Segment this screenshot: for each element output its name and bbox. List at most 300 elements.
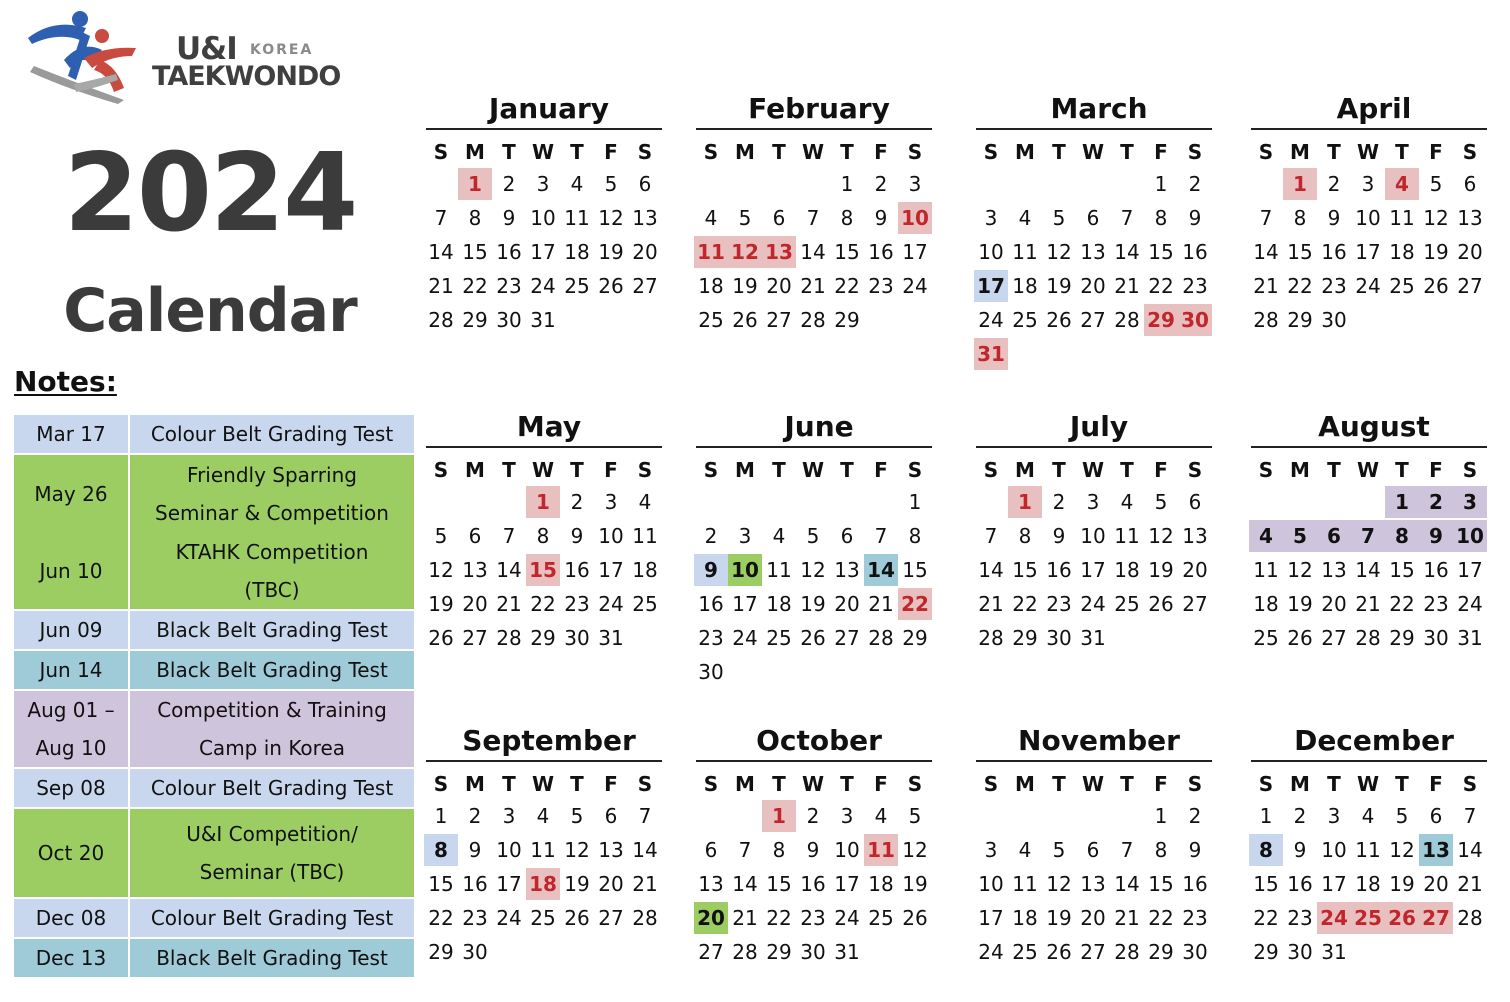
weekday-header: S bbox=[1187, 772, 1203, 796]
day-cell: 13 bbox=[762, 236, 796, 268]
day-cell: 10 bbox=[1321, 838, 1347, 862]
day-cell: 21 bbox=[800, 274, 826, 298]
weekday-header: T bbox=[1052, 458, 1066, 482]
day-cell: 15 bbox=[526, 554, 560, 586]
day-cell: 30 bbox=[1423, 626, 1449, 650]
day-cell: 4 bbox=[570, 172, 584, 196]
day-cell: 1 bbox=[1385, 486, 1419, 518]
day-cell: 3 bbox=[840, 804, 854, 828]
weekday-header: M bbox=[465, 458, 485, 482]
day-cell: 7 bbox=[1351, 520, 1385, 552]
note-event: Colour Belt Grading Test bbox=[130, 769, 414, 807]
weekday-header: M bbox=[1290, 458, 1310, 482]
note-row bbox=[14, 899, 416, 937]
day-cell: 14 bbox=[496, 558, 522, 582]
day-cell: 29 bbox=[902, 626, 928, 650]
brand-logo bbox=[24, 10, 341, 105]
note-event: Colour Belt Grading Test bbox=[130, 415, 414, 453]
month-august bbox=[1249, 408, 1499, 650]
day-cell: 1 bbox=[1259, 804, 1273, 828]
day-cell: 20 bbox=[1080, 274, 1106, 298]
brand-line1: U&I bbox=[176, 31, 237, 67]
day-cell: 3 bbox=[1453, 486, 1487, 518]
weekday-header: S bbox=[703, 140, 719, 164]
month-divider bbox=[976, 128, 1212, 130]
day-cell: 18 bbox=[1389, 240, 1415, 264]
day-cell: 12 bbox=[1046, 872, 1072, 896]
weekday-header: W bbox=[1356, 140, 1380, 164]
day-cell: 12 bbox=[728, 236, 762, 268]
day-cell: 15 bbox=[1012, 558, 1038, 582]
day-cell: 25 bbox=[698, 308, 724, 332]
day-cell: 17 bbox=[1355, 240, 1381, 264]
day-cell: 20 bbox=[1423, 872, 1449, 896]
day-cell: 15 bbox=[462, 240, 488, 264]
day-cell: 30 bbox=[1046, 626, 1072, 650]
day-cell: 4 bbox=[1249, 520, 1283, 552]
day-cell: 2 bbox=[570, 490, 584, 514]
day-cell: 10 bbox=[598, 524, 624, 548]
day-cell: 10 bbox=[834, 838, 860, 862]
note-row bbox=[14, 533, 416, 609]
brand-line2: TAEKWONDO bbox=[152, 61, 341, 92]
note-event: Friendly Sparring Seminar & Competition bbox=[130, 455, 414, 533]
weekday-header: T bbox=[840, 772, 854, 796]
weekday-header: S bbox=[1258, 140, 1274, 164]
day-cell: 16 bbox=[1321, 240, 1347, 264]
weekday-header: W bbox=[1081, 140, 1105, 164]
day-cell: 7 bbox=[1120, 838, 1134, 862]
day-cell: 24 bbox=[496, 906, 522, 930]
month-title: August bbox=[1318, 410, 1430, 443]
day-cell: 10 bbox=[530, 206, 556, 230]
weekday-header: F bbox=[1154, 140, 1168, 164]
month-july bbox=[974, 408, 1224, 650]
day-cell: 26 bbox=[1385, 902, 1419, 934]
note-row bbox=[14, 611, 416, 649]
day-cell: 31 bbox=[1080, 626, 1106, 650]
day-cell: 16 bbox=[1287, 872, 1313, 896]
day-cell: 25 bbox=[1389, 274, 1415, 298]
day-cell: 27 bbox=[698, 940, 724, 964]
day-cell: 6 bbox=[704, 838, 718, 862]
weekday-header: S bbox=[1462, 772, 1478, 796]
weekday-header: W bbox=[531, 140, 555, 164]
day-cell: 5 bbox=[738, 206, 752, 230]
day-cell: 2 bbox=[1293, 804, 1307, 828]
day-cell: 28 bbox=[1114, 940, 1140, 964]
day-cell: 11 bbox=[694, 236, 728, 268]
day-cell: 10 bbox=[978, 872, 1004, 896]
day-cell: 25 bbox=[632, 592, 658, 616]
weekday-header: T bbox=[772, 140, 786, 164]
day-cell: 28 bbox=[1114, 308, 1140, 332]
day-cell: 14 bbox=[978, 558, 1004, 582]
note-row bbox=[14, 809, 416, 897]
day-cell: 31 bbox=[974, 338, 1008, 370]
day-cell: 19 bbox=[1389, 872, 1415, 896]
day-cell: 5 bbox=[1154, 490, 1168, 514]
weekday-header: M bbox=[1290, 140, 1310, 164]
day-cell: 15 bbox=[1287, 240, 1313, 264]
month-divider bbox=[976, 446, 1212, 448]
day-cell: 18 bbox=[1253, 592, 1279, 616]
day-cell: 28 bbox=[1355, 626, 1381, 650]
day-cell: 16 bbox=[462, 872, 488, 896]
weekday-header: M bbox=[735, 140, 755, 164]
day-cell: 3 bbox=[604, 490, 618, 514]
day-cell: 8 bbox=[1293, 206, 1307, 230]
weekday-header: F bbox=[874, 140, 888, 164]
month-june bbox=[694, 408, 944, 684]
note-event: Black Belt Grading Test bbox=[130, 611, 414, 649]
note-row bbox=[14, 939, 416, 977]
day-cell: 13 bbox=[1080, 872, 1106, 896]
month-divider bbox=[1251, 446, 1487, 448]
day-cell: 23 bbox=[1321, 274, 1347, 298]
day-cell: 13 bbox=[1457, 206, 1483, 230]
taekwondo-kicker-icon bbox=[24, 10, 159, 105]
day-cell: 7 bbox=[434, 206, 448, 230]
day-cell: 11 bbox=[530, 838, 556, 862]
day-cell: 22 bbox=[766, 906, 792, 930]
day-cell: 24 bbox=[902, 274, 928, 298]
day-cell: 20 bbox=[598, 872, 624, 896]
day-cell: 12 bbox=[1389, 838, 1415, 862]
day-cell: 24 bbox=[978, 308, 1004, 332]
note-event: Black Belt Grading Test bbox=[130, 651, 414, 689]
day-cell: 30 bbox=[1287, 940, 1313, 964]
note-date: Jun 10 bbox=[14, 533, 128, 609]
day-cell: 12 bbox=[1046, 240, 1072, 264]
month-divider bbox=[426, 760, 662, 762]
day-cell: 15 bbox=[1148, 872, 1174, 896]
month-january bbox=[424, 90, 674, 332]
day-cell: 11 bbox=[1012, 240, 1038, 264]
day-cell: 9 bbox=[1419, 520, 1453, 552]
weekday-header: T bbox=[570, 458, 584, 482]
month-divider bbox=[696, 446, 932, 448]
day-cell: 17 bbox=[732, 592, 758, 616]
day-cell: 16 bbox=[1423, 558, 1449, 582]
day-cell: 29 bbox=[1287, 308, 1313, 332]
day-cell: 10 bbox=[898, 202, 932, 234]
day-cell: 11 bbox=[1253, 558, 1279, 582]
day-cell: 14 bbox=[1457, 838, 1483, 862]
month-title: January bbox=[488, 92, 610, 125]
weekday-header: S bbox=[1187, 458, 1203, 482]
day-cell: 27 bbox=[462, 626, 488, 650]
day-cell: 17 bbox=[1080, 558, 1106, 582]
day-cell: 20 bbox=[632, 240, 658, 264]
weekday-header: S bbox=[983, 772, 999, 796]
weekday-header: W bbox=[801, 140, 825, 164]
day-cell: 3 bbox=[502, 804, 516, 828]
day-cell: 28 bbox=[732, 940, 758, 964]
day-cell: 18 bbox=[698, 274, 724, 298]
day-cell: 17 bbox=[978, 906, 1004, 930]
weekday-header: T bbox=[772, 458, 786, 482]
day-cell: 5 bbox=[1395, 804, 1409, 828]
day-cell: 18 bbox=[766, 592, 792, 616]
day-cell: 26 bbox=[1148, 592, 1174, 616]
day-cell: 13 bbox=[632, 206, 658, 230]
day-cell: 12 bbox=[428, 558, 454, 582]
weekday-header: F bbox=[1429, 140, 1443, 164]
day-cell: 6 bbox=[1317, 520, 1351, 552]
day-cell: 4 bbox=[1018, 838, 1032, 862]
day-cell: 24 bbox=[1080, 592, 1106, 616]
day-cell: 25 bbox=[530, 906, 556, 930]
day-cell: 2 bbox=[1188, 804, 1202, 828]
day-cell: 22 bbox=[1389, 592, 1415, 616]
day-cell: 16 bbox=[800, 872, 826, 896]
note-row bbox=[14, 455, 416, 533]
day-cell: 26 bbox=[428, 626, 454, 650]
day-cell: 6 bbox=[1086, 838, 1100, 862]
day-cell: 14 bbox=[864, 554, 898, 586]
day-cell: 9 bbox=[1188, 838, 1202, 862]
day-cell: 30 bbox=[698, 660, 724, 684]
day-cell: 12 bbox=[1287, 558, 1313, 582]
month-december bbox=[1249, 722, 1499, 964]
weekday-header: F bbox=[604, 140, 618, 164]
day-cell: 6 bbox=[840, 524, 854, 548]
day-cell: 6 bbox=[1086, 206, 1100, 230]
day-cell: 9 bbox=[694, 554, 728, 586]
day-cell: 27 bbox=[1080, 940, 1106, 964]
day-cell: 7 bbox=[638, 804, 652, 828]
weekday-header: T bbox=[1120, 772, 1134, 796]
day-cell: 23 bbox=[800, 906, 826, 930]
day-cell: 16 bbox=[1182, 872, 1208, 896]
day-cell: 21 bbox=[632, 872, 658, 896]
day-cell: 20 bbox=[1457, 240, 1483, 264]
day-cell: 24 bbox=[834, 906, 860, 930]
day-cell: 29 bbox=[1148, 940, 1174, 964]
month-divider bbox=[426, 446, 662, 448]
day-cell: 17 bbox=[530, 240, 556, 264]
day-cell: 8 bbox=[1018, 524, 1032, 548]
day-cell: 5 bbox=[434, 524, 448, 548]
day-cell: 23 bbox=[698, 626, 724, 650]
day-cell: 9 bbox=[1293, 838, 1307, 862]
day-cell: 25 bbox=[1114, 592, 1140, 616]
day-cell: 24 bbox=[732, 626, 758, 650]
day-cell: 26 bbox=[1046, 308, 1072, 332]
day-cell: 21 bbox=[428, 274, 454, 298]
note-event: U&I Competition/ Seminar (TBC) bbox=[130, 809, 414, 897]
day-cell: 17 bbox=[834, 872, 860, 896]
note-date: Oct 20 bbox=[14, 809, 128, 897]
day-cell: 22 bbox=[462, 274, 488, 298]
weekday-header: S bbox=[907, 140, 923, 164]
day-cell: 6 bbox=[1463, 172, 1477, 196]
weekday-header: M bbox=[735, 458, 755, 482]
day-cell: 6 bbox=[638, 172, 652, 196]
day-cell: 5 bbox=[806, 524, 820, 548]
weekday-header: T bbox=[1327, 140, 1341, 164]
weekday-header: S bbox=[637, 458, 653, 482]
note-row bbox=[14, 415, 416, 453]
day-cell: 14 bbox=[800, 240, 826, 264]
weekday-header: T bbox=[1327, 772, 1341, 796]
day-cell: 15 bbox=[1389, 558, 1415, 582]
day-cell: 11 bbox=[864, 834, 898, 866]
day-cell: 24 bbox=[1355, 274, 1381, 298]
weekday-header: F bbox=[1154, 772, 1168, 796]
day-cell: 4 bbox=[1018, 206, 1032, 230]
weekday-header: F bbox=[1429, 772, 1443, 796]
day-cell: 27 bbox=[598, 906, 624, 930]
day-cell: 10 bbox=[1453, 520, 1487, 552]
day-cell: 31 bbox=[834, 940, 860, 964]
day-cell: 18 bbox=[564, 240, 590, 264]
day-cell: 30 bbox=[462, 940, 488, 964]
weekday-header: T bbox=[772, 772, 786, 796]
weekday-header: T bbox=[840, 458, 854, 482]
day-cell: 20 bbox=[462, 592, 488, 616]
day-cell: 4 bbox=[874, 804, 888, 828]
day-cell: 7 bbox=[738, 838, 752, 862]
brand-country: KOREA bbox=[250, 42, 314, 58]
day-cell: 7 bbox=[1463, 804, 1477, 828]
day-cell: 30 bbox=[1182, 940, 1208, 964]
day-cell: 2 bbox=[1188, 172, 1202, 196]
day-cell: 4 bbox=[638, 490, 652, 514]
month-title: October bbox=[756, 724, 882, 757]
month-divider bbox=[1251, 128, 1487, 130]
day-cell: 26 bbox=[732, 308, 758, 332]
day-cell: 13 bbox=[1080, 240, 1106, 264]
weekday-header: T bbox=[502, 772, 516, 796]
day-cell: 15 bbox=[428, 872, 454, 896]
day-cell: 27 bbox=[766, 308, 792, 332]
day-cell: 3 bbox=[1086, 490, 1100, 514]
day-cell: 11 bbox=[632, 524, 658, 548]
day-cell: 8 bbox=[908, 524, 922, 548]
day-cell: 13 bbox=[1182, 524, 1208, 548]
day-cell: 26 bbox=[1046, 940, 1072, 964]
day-cell: 22 bbox=[1253, 906, 1279, 930]
weekday-header: F bbox=[874, 772, 888, 796]
weekday-header: M bbox=[465, 140, 485, 164]
day-cell: 9 bbox=[1327, 206, 1341, 230]
day-cell: 3 bbox=[1361, 172, 1375, 196]
day-cell: 24 bbox=[598, 592, 624, 616]
day-cell: 28 bbox=[978, 626, 1004, 650]
note-event: Colour Belt Grading Test bbox=[130, 899, 414, 937]
day-cell: 18 bbox=[1355, 872, 1381, 896]
month-title: May bbox=[516, 410, 582, 443]
weekday-header: T bbox=[1395, 772, 1409, 796]
month-title: September bbox=[462, 724, 636, 757]
day-cell: 29 bbox=[766, 940, 792, 964]
day-cell: 15 bbox=[1148, 240, 1174, 264]
day-cell: 8 bbox=[1385, 520, 1419, 552]
weekday-header: S bbox=[1462, 458, 1478, 482]
day-cell: 11 bbox=[1389, 206, 1415, 230]
day-cell: 13 bbox=[598, 838, 624, 862]
month-title: November bbox=[1018, 724, 1180, 757]
day-cell: 2 bbox=[1419, 486, 1453, 518]
month-october bbox=[694, 722, 944, 964]
day-cell: 4 bbox=[704, 206, 718, 230]
day-cell: 9 bbox=[874, 206, 888, 230]
day-cell: 25 bbox=[564, 274, 590, 298]
day-cell: 29 bbox=[1389, 626, 1415, 650]
note-event: Black Belt Grading Test bbox=[130, 939, 414, 977]
weekday-header: S bbox=[1462, 140, 1478, 164]
day-cell: 16 bbox=[496, 240, 522, 264]
day-cell: 5 bbox=[1052, 838, 1066, 862]
weekday-header: S bbox=[637, 772, 653, 796]
weekday-header: S bbox=[1258, 458, 1274, 482]
day-cell: 3 bbox=[908, 172, 922, 196]
day-cell: 28 bbox=[1457, 906, 1483, 930]
day-cell: 21 bbox=[732, 906, 758, 930]
weekday-header: T bbox=[1395, 140, 1409, 164]
weekday-header: S bbox=[637, 140, 653, 164]
day-cell: 26 bbox=[598, 274, 624, 298]
day-cell: 23 bbox=[1423, 592, 1449, 616]
weekday-header: T bbox=[1120, 140, 1134, 164]
day-cell: 19 bbox=[428, 592, 454, 616]
day-cell: 29 bbox=[1144, 304, 1178, 336]
day-cell: 3 bbox=[984, 838, 998, 862]
day-cell: 10 bbox=[1355, 206, 1381, 230]
notes-heading: Notes: bbox=[14, 365, 117, 398]
day-cell: 14 bbox=[1253, 240, 1279, 264]
day-cell: 17 bbox=[1321, 872, 1347, 896]
day-cell: 23 bbox=[1046, 592, 1072, 616]
day-cell: 18 bbox=[868, 872, 894, 896]
day-cell: 1 bbox=[434, 804, 448, 828]
day-cell: 2 bbox=[502, 172, 516, 196]
day-cell: 29 bbox=[530, 626, 556, 650]
day-cell: 27 bbox=[834, 626, 860, 650]
note-row bbox=[14, 691, 416, 767]
day-cell: 26 bbox=[1287, 626, 1313, 650]
day-cell: 19 bbox=[1423, 240, 1449, 264]
month-title: June bbox=[784, 410, 854, 443]
weekday-header: S bbox=[433, 140, 449, 164]
weekday-header: W bbox=[801, 458, 825, 482]
day-cell: 29 bbox=[834, 308, 860, 332]
weekday-header: S bbox=[907, 772, 923, 796]
weekday-header: T bbox=[1052, 772, 1066, 796]
weekday-header: S bbox=[983, 140, 999, 164]
weekday-header: S bbox=[703, 458, 719, 482]
day-cell: 3 bbox=[984, 206, 998, 230]
day-cell: 24 bbox=[530, 274, 556, 298]
day-cell: 25 bbox=[868, 906, 894, 930]
day-cell: 20 bbox=[766, 274, 792, 298]
day-cell: 5 bbox=[1052, 206, 1066, 230]
day-cell: 30 bbox=[496, 308, 522, 332]
note-event: Competition & Training Camp in Korea bbox=[130, 691, 414, 767]
month-may bbox=[424, 408, 674, 650]
day-cell: 21 bbox=[1457, 872, 1483, 896]
day-cell: 24 bbox=[1317, 902, 1351, 934]
day-cell: 5 bbox=[570, 804, 584, 828]
day-cell: 6 bbox=[468, 524, 482, 548]
day-cell: 4 bbox=[536, 804, 550, 828]
day-cell: 21 bbox=[868, 592, 894, 616]
weekday-header: M bbox=[1290, 772, 1310, 796]
day-cell: 6 bbox=[1429, 804, 1443, 828]
day-cell: 13 bbox=[698, 872, 724, 896]
